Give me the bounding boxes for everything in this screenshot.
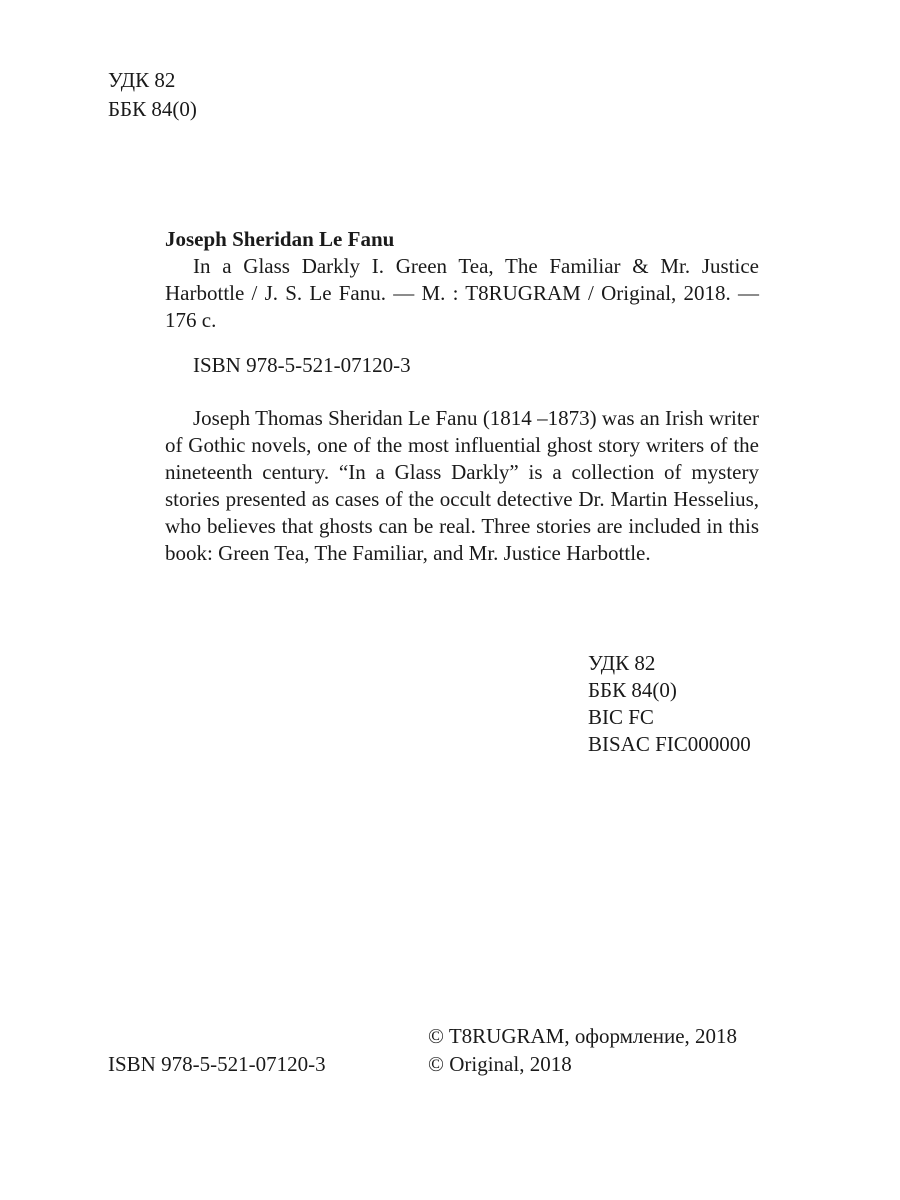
copyright-notices: [428, 1022, 737, 1078]
isbn-record: ISBN 978-5-521-07120-3: [193, 353, 411, 377]
bibliographic-record: [165, 226, 759, 567]
bic-code: BIC FC: [588, 705, 654, 729]
bbk-code: ББК 84(0): [588, 678, 677, 702]
bbk-code: ББК 84(0): [108, 97, 197, 121]
bisac-code: BISAC FIC000000: [588, 732, 751, 756]
bibliographic-description: In a Glass Darkly I. Green Tea, The Familiar & Mr. Justice Harbottle / J. S. Le Fanu. — M. : T8RUGRAM / Original, 2018. — 176 c.: [165, 254, 759, 332]
annotation-paragraph: Joseph Thomas Sheridan Le Fanu (1814 –1873) was an Irish writer of Gothic novels, one of the most influential ghost story writers of the nineteenth century. “In a Glass Darkly” is a collection of mystery stories presented as cases of the occult detective Dr. Martin Hesselius, who believes that ghosts can be real. Three stories are included in this book: Green Tea, The Familiar, and Mr. Justice Harbottle.: [165, 406, 759, 565]
copyright-original: © Original, 2018: [428, 1052, 572, 1076]
classification-codes: [588, 650, 751, 758]
top-classification-codes: [108, 66, 197, 124]
udk-code: УДК 82: [108, 68, 176, 92]
udk-code: УДК 82: [588, 651, 656, 675]
author-heading: Joseph Sheridan Le Fanu: [165, 227, 395, 251]
isbn-footer: ISBN 978-5-521-07120-3: [108, 1052, 326, 1076]
copyright-design: © T8RUGRAM, оформление, 2018: [428, 1024, 738, 1048]
